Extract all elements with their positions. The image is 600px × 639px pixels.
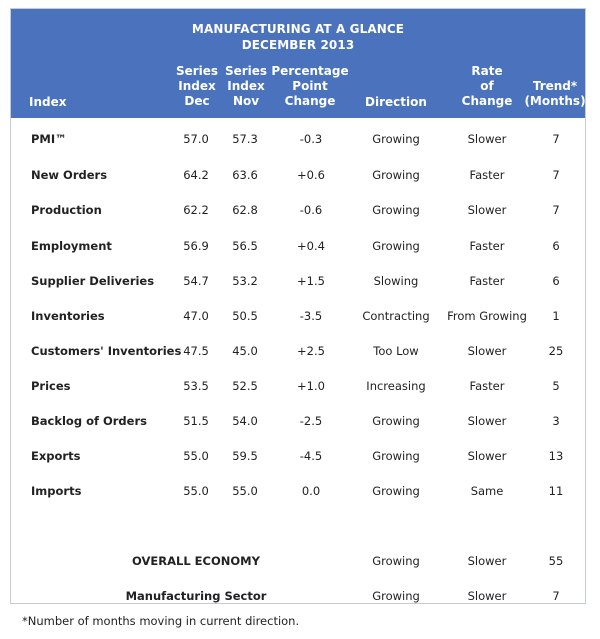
- row-dec: 64.2: [183, 168, 209, 182]
- table-row: [11, 165, 585, 185]
- summary-rate: Slower: [467, 589, 507, 603]
- row-dec: 62.2: [183, 203, 209, 217]
- row-change: 0.0: [301, 484, 321, 498]
- row-direction: Growing: [372, 168, 420, 182]
- row-rate: Slower: [467, 344, 507, 358]
- row-change: -0.6: [299, 203, 323, 217]
- row-direction: Contracting: [362, 309, 430, 323]
- row-dec: 51.5: [183, 414, 209, 428]
- summary-row-manufacturing-sector: [11, 586, 585, 606]
- row-change: +1.5: [297, 274, 325, 288]
- row-dec: 55.0: [183, 484, 209, 498]
- row-direction: Increasing: [366, 379, 426, 393]
- row-change: -2.5: [299, 414, 323, 428]
- row-direction: Growing: [372, 414, 420, 428]
- row-nov: 56.5: [232, 239, 258, 253]
- row-dec: 47.5: [183, 344, 209, 358]
- row-index: Production: [31, 203, 102, 217]
- table-row: [11, 271, 585, 291]
- row-rate: Faster: [469, 168, 505, 182]
- row-dec: 54.7: [183, 274, 209, 288]
- row-change: +2.5: [297, 344, 325, 358]
- col-header-nov: Series Index Nov: [224, 64, 268, 108]
- row-rate: Slower: [467, 449, 507, 463]
- row-rate: Faster: [469, 239, 505, 253]
- row-direction: Too Low: [373, 344, 419, 358]
- summary-direction: Growing: [372, 554, 420, 568]
- row-rate: Same: [470, 484, 504, 498]
- row-nov: 62.8: [232, 203, 258, 217]
- row-dec: 57.0: [183, 132, 209, 146]
- row-nov: 50.5: [232, 309, 258, 323]
- table-row: [11, 129, 585, 149]
- table-row: [11, 236, 585, 256]
- row-rate: Slower: [467, 132, 507, 146]
- manufacturing-table-panel: [10, 8, 586, 604]
- row-trend: 7: [552, 203, 560, 217]
- table-row: [11, 341, 585, 361]
- row-change: -3.5: [299, 309, 323, 323]
- row-nov: 54.0: [232, 414, 258, 428]
- title-line-1: MANUFACTURING AT A GLANCE: [191, 22, 405, 36]
- row-index: Prices: [31, 379, 71, 393]
- footnote: *Number of months moving in current direction.: [22, 614, 300, 628]
- summary-label: Manufacturing Sector: [125, 589, 267, 603]
- row-index: Employment: [31, 239, 112, 253]
- row-direction: Growing: [372, 449, 420, 463]
- row-trend: 6: [552, 274, 560, 288]
- row-change: +0.4: [297, 239, 325, 253]
- summary-trend: 7: [552, 589, 560, 603]
- row-direction: Growing: [372, 132, 420, 146]
- table-row: [11, 446, 585, 466]
- row-trend: 25: [548, 344, 564, 358]
- row-direction: Slowing: [373, 274, 419, 288]
- table-row: [11, 306, 585, 326]
- col-header-rate: Rate of Change: [461, 64, 513, 108]
- table-title: [11, 21, 585, 53]
- row-trend: 5: [552, 379, 560, 393]
- table-row: [11, 411, 585, 431]
- row-change: -0.3: [299, 132, 323, 146]
- row-rate: Faster: [469, 379, 505, 393]
- col-header-pct-change: Percentage Point Change: [271, 64, 349, 108]
- summary-direction: Growing: [372, 589, 420, 603]
- row-dec: 47.0: [183, 309, 209, 323]
- row-trend: 6: [552, 239, 560, 253]
- row-index: Inventories: [31, 309, 105, 323]
- row-nov: 55.0: [232, 484, 258, 498]
- row-change: +0.6: [297, 168, 325, 182]
- table-row: [11, 200, 585, 220]
- row-nov: 52.5: [232, 379, 258, 393]
- row-nov: 57.3: [232, 132, 258, 146]
- row-rate: Slower: [467, 203, 507, 217]
- row-change: -4.5: [299, 449, 323, 463]
- row-index: Supplier Deliveries: [31, 274, 155, 288]
- row-dec: 55.0: [183, 449, 209, 463]
- row-rate: Slower: [467, 414, 507, 428]
- summary-rate: Slower: [467, 554, 507, 568]
- row-nov: 59.5: [232, 449, 258, 463]
- summary-row-overall-economy: [11, 551, 585, 571]
- row-nov: 53.2: [232, 274, 258, 288]
- col-header-direction: Direction: [365, 95, 427, 109]
- title-line-2: DECEMBER 2013: [241, 38, 355, 52]
- table-row: [11, 481, 585, 501]
- row-index: Exports: [31, 449, 81, 463]
- row-trend: 11: [548, 484, 564, 498]
- row-direction: Growing: [372, 484, 420, 498]
- row-rate: Faster: [469, 274, 505, 288]
- row-change: +1.0: [297, 379, 325, 393]
- row-trend: 7: [552, 168, 560, 182]
- row-trend: 13: [548, 449, 564, 463]
- summary-label: OVERALL ECONOMY: [132, 554, 260, 568]
- row-trend: 1: [552, 309, 560, 323]
- row-dec: 53.5: [183, 379, 209, 393]
- row-direction: Growing: [372, 239, 420, 253]
- row-index: New Orders: [31, 168, 108, 182]
- table-row: [11, 376, 585, 396]
- summary-trend: 55: [548, 554, 564, 568]
- row-nov: 45.0: [232, 344, 258, 358]
- row-index: Backlog of Orders: [31, 414, 147, 428]
- col-header-index: Index: [29, 95, 67, 109]
- col-header-trend: Trend* (Months): [524, 79, 586, 108]
- row-index: PMI™: [31, 132, 67, 146]
- table-header: [11, 9, 585, 118]
- row-trend: 3: [552, 414, 560, 428]
- row-index: Customers' Inventories: [31, 344, 182, 358]
- row-dec: 56.9: [183, 239, 209, 253]
- row-index: Imports: [31, 484, 82, 498]
- row-rate: From Growing: [447, 309, 527, 323]
- row-nov: 63.6: [232, 168, 258, 182]
- col-header-dec: Series Index Dec: [175, 64, 219, 108]
- row-trend: 7: [552, 132, 560, 146]
- row-direction: Growing: [372, 203, 420, 217]
